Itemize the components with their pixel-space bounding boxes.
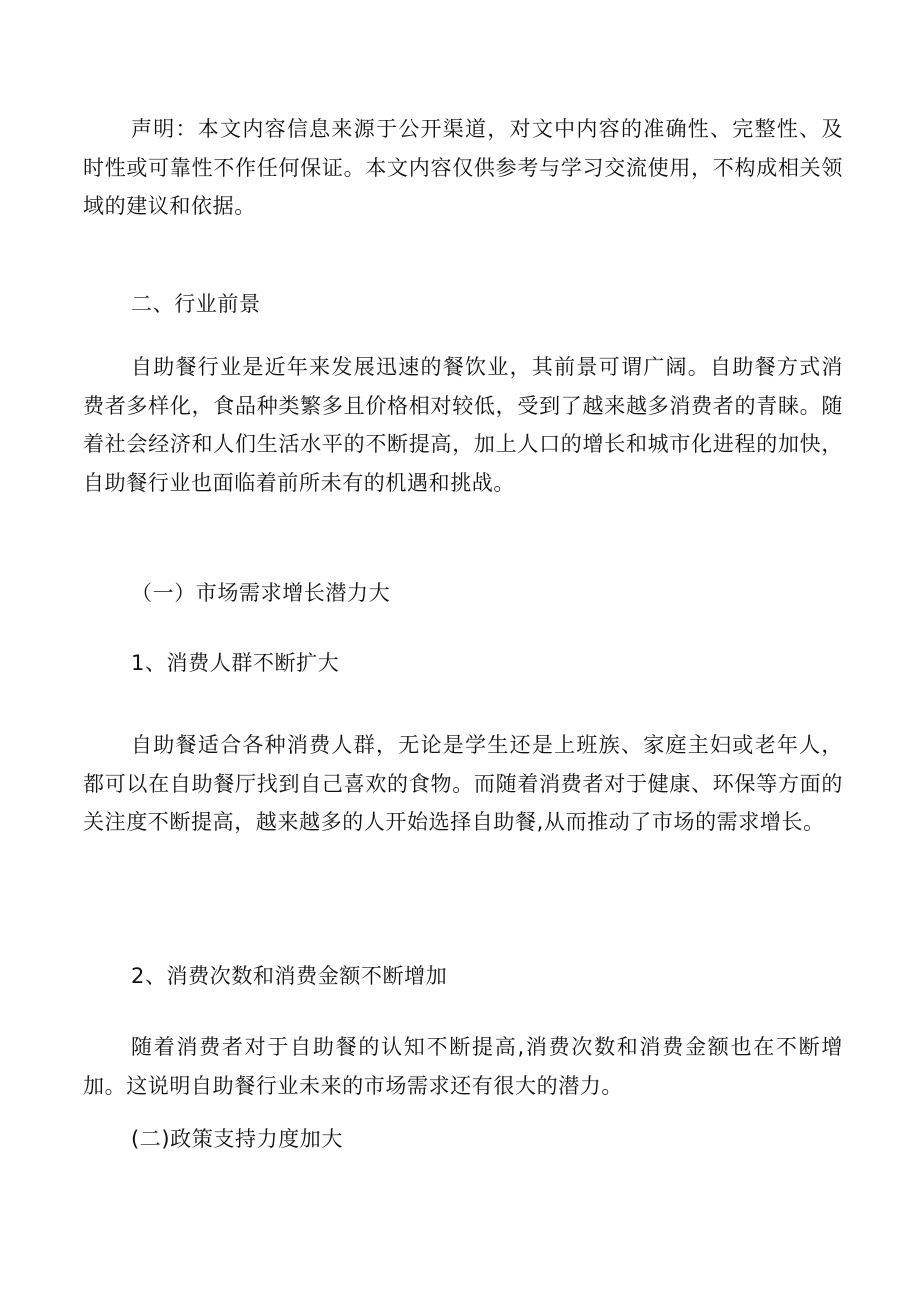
intro-paragraph: 自助餐行业是近年来发展迅速的餐饮业，其前景可谓广阔。自助餐方式消费者多样化，食品种类繁多且价格相对较低，受到了越来越多消费者的青睐。随着社会经济和人们生活水平的不断提高，加上人口的增长和城市化进程的加快，自助餐行业也面临着前所未有的机遇和挑战。 <box>83 355 843 495</box>
disclaimer-paragraph: 声明：本文内容信息来源于公开渠道，对文中内容的准确性、完整性、及时性或可靠性不作任何保证。本文内容仅供参考与学习交流使用，不构成相关领域的建议和依据。 <box>83 117 843 218</box>
section-title: 二、行业前景 <box>131 292 261 316</box>
subsection-2-title: (二)政策支持力度加大 <box>131 1127 343 1151</box>
item-1-paragraph: 自助餐适合各种消费人群，无论是学生还是上班族、家庭主妇或老年人，都可以在自助餐厅找到自己喜欢的食物。而随着消费者对于健康、环保等方面的关注度不断提高，越来越多的人开始选择自助餐,从而推动了市场的需求增长。 <box>83 733 843 834</box>
item-1-title: 1、消费人群不断扩大 <box>131 651 340 675</box>
item-2-title: 2、消费次数和消费金额不断增加 <box>131 964 448 988</box>
subsection-1-title: （一）市场需求增长潜力大 <box>131 581 391 605</box>
item-2-paragraph: 随着消费者对于自助餐的认知不断提高,消费次数和消费金额也在不断增加。这说明自助餐行业未来的市场需求还有很大的潜力。 <box>83 1035 843 1098</box>
